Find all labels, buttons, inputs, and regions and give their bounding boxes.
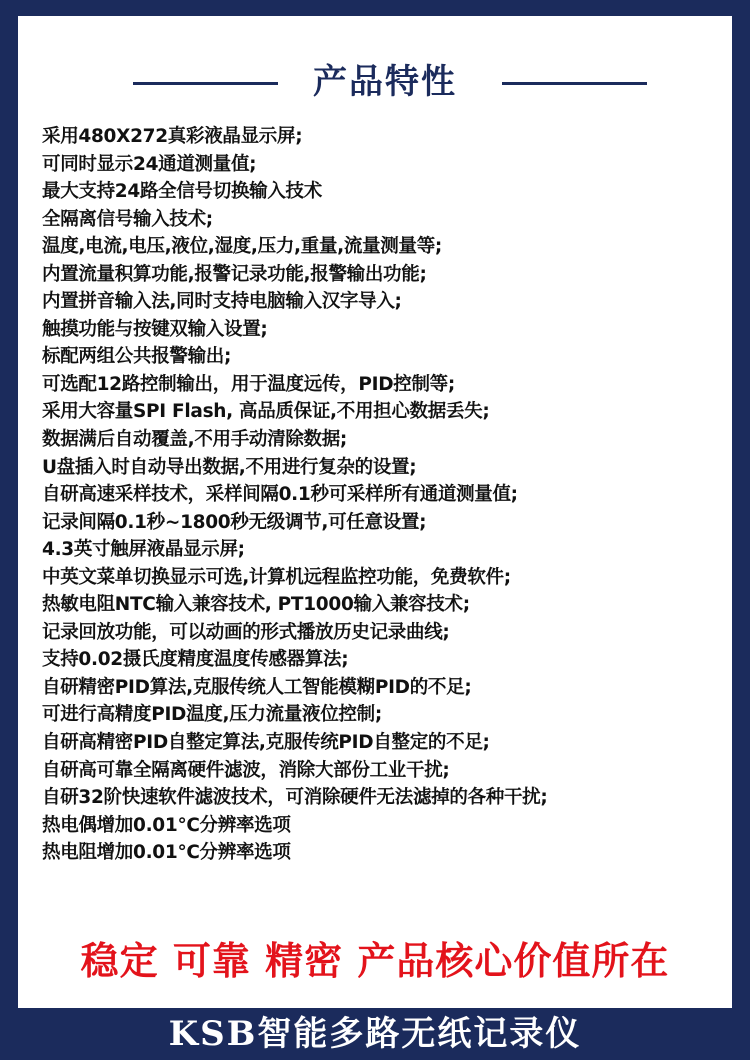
feature-item: 自研精密PID算法,克服传统人工智能模糊PID的不足; — [42, 676, 472, 698]
product-name-footer: KSB智能多路无纸记录仪 — [168, 1014, 582, 1054]
feature-item: 支持0.02摄氏度精度温度传感器算法; — [42, 649, 349, 671]
feature-item: 记录回放功能，可以动画的形式播放历史记录曲线; — [42, 621, 450, 643]
feature-item: 自研高可靠全隔离硬件滤波，消除大部份工业干扰; — [42, 759, 450, 781]
feature-item: 采用大容量SPI Flash, 高品质保证,不用担心数据丢失; — [42, 401, 490, 423]
feature-item: 全隔离信号输入技术; — [42, 208, 213, 230]
content-panel — [18, 16, 732, 1008]
feature-item: 采用480X272真彩液晶显示屏; — [42, 126, 303, 147]
feature-item: 中英文菜单切换显示可选,计算机远程监控功能，免费软件; — [42, 566, 511, 588]
slogan: 稳定 可靠 精密 产品核心价值所在 — [80, 939, 670, 983]
feature-item: 标配两组公共报警输出; — [42, 346, 232, 368]
feature-item: 温度,电流,电压,液位,湿度,压力,重量,流量测量等; — [42, 236, 442, 258]
feature-item: 自研高精密PID自整定算法,克服传统PID自整定的不足; — [42, 732, 490, 754]
feature-item: 内置拼音输入法,同时支持电脑输入汉字导入; — [42, 291, 402, 313]
feature-item: 触摸功能与按键双输入设置; — [42, 318, 268, 340]
feature-item: 热电阻增加0.01℃分辨率选项 — [42, 842, 291, 864]
feature-item: 可进行高精度PID温度,压力流量液位控制; — [42, 704, 382, 726]
section-heading — [18, 60, 732, 104]
feature-item: 可选配12路控制输出，用于温度远传，PID控制等; — [42, 373, 455, 395]
feature-item: 可同时显示24通道测量值; — [42, 153, 257, 175]
feature-item: 记录间隔0.1秒~1800秒无级调节,可任意设置; — [42, 511, 427, 533]
feature-item: 自研32阶快速软件滤波技术，可消除硬件无法滤掉的各种干扰; — [42, 787, 548, 809]
feature-list — [42, 123, 728, 867]
section-title: 产品特性 — [313, 62, 457, 102]
feature-item: 数据满后自动覆盖,不用手动清除数据; — [42, 429, 348, 451]
feature-item: 4.3英寸触屏液晶显示屏; — [42, 539, 245, 561]
feature-item: U盘插入时自动导出数据,不用进行复杂的设置; — [42, 456, 417, 478]
feature-item: 内置流量积算功能,报警记录功能,报警输出功能; — [42, 263, 427, 285]
feature-item: 热电偶增加0.01℃分辨率选项 — [42, 814, 291, 836]
heading-divider-right — [502, 82, 647, 85]
feature-item: 自研高速采样技术，采样间隔0.1秒可采样所有通道测量值; — [42, 484, 518, 506]
feature-item: 最大支持24路全信号切换输入技术 — [42, 181, 322, 203]
heading-divider-left — [133, 82, 278, 85]
feature-item: 热敏电阻NTC输入兼容技术, PT1000输入兼容技术; — [42, 594, 470, 616]
